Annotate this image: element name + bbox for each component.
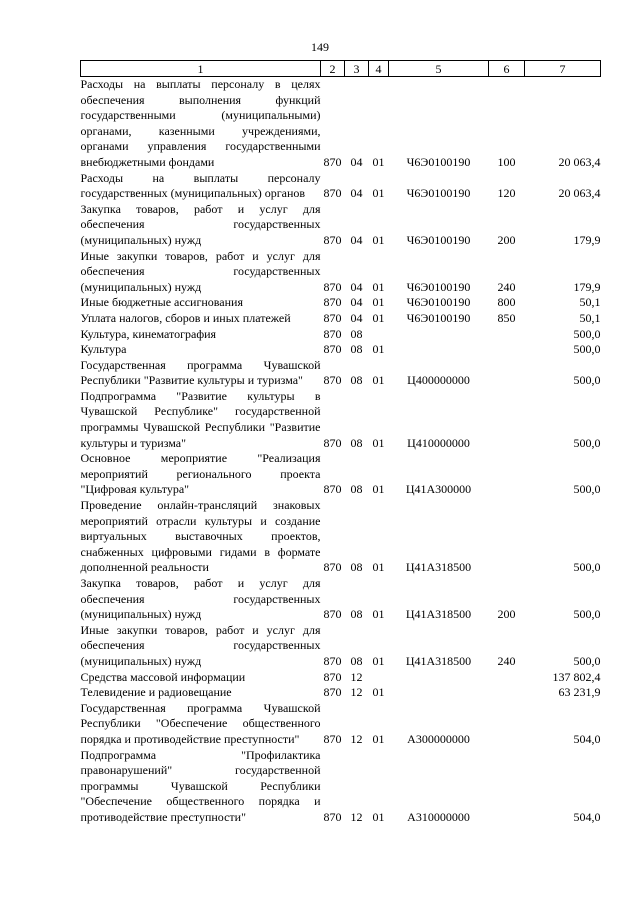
table-row [81, 451, 601, 498]
amount-value: 20 063,4 [558, 186, 601, 201]
expense-type-code [489, 358, 525, 389]
amount-value: 50,1 [579, 295, 601, 310]
target-article-code: Ч6Э0100190 [406, 186, 471, 201]
section-code: 08 [350, 342, 363, 357]
expense-type-code [489, 451, 525, 498]
section-code: 04 [350, 154, 363, 169]
row-name: Иные закупки товаров, работ и услуг для обеспечения государственных (муниципальных) нужд [80, 248, 321, 294]
page-number: 149 [311, 40, 329, 54]
ministry-code: 870 [323, 295, 342, 310]
ministry-code: 870 [323, 731, 342, 746]
row-name: Государственная программа Чувашской Республики "Обеспечение общественного порядка и противодействие преступности" [80, 700, 321, 746]
table-row [81, 685, 601, 701]
header-row [81, 61, 601, 77]
amount-value: 500,0 [573, 653, 601, 668]
row-name: Уплата налогов, сборов и иных платежей [80, 310, 291, 325]
subsection-code: 01 [372, 373, 385, 388]
section-code: 08 [350, 435, 363, 450]
subsection-code: 01 [372, 154, 385, 169]
expense-type-code: 120 [497, 186, 516, 201]
amount-value: 500,0 [573, 482, 601, 497]
section-code: 04 [350, 186, 363, 201]
section-code: 04 [350, 295, 363, 310]
expense-type-code [489, 701, 525, 748]
column-header: 6 [489, 61, 525, 77]
amount-value: 504,0 [573, 731, 601, 746]
section-code: 04 [350, 232, 363, 247]
section-code: 08 [350, 607, 363, 622]
subsection-code: 01 [372, 279, 385, 294]
expense-type-code: 240 [497, 653, 516, 668]
target-article-code: Ч6Э0100190 [406, 279, 471, 294]
table-row [81, 311, 601, 327]
expense-type-code [489, 685, 525, 701]
expense-type-code [489, 327, 525, 343]
column-header: 4 [369, 61, 389, 77]
subsection-code: 01 [372, 482, 385, 497]
row-name: Средства массовой информации [80, 669, 246, 684]
amount-value: 179,9 [573, 279, 601, 294]
table-row [81, 171, 601, 202]
ministry-code: 870 [323, 186, 342, 201]
column-header: 3 [345, 61, 369, 77]
target-article-code: Ц41A318500 [405, 560, 472, 575]
subsection-code: 01 [372, 295, 385, 310]
table-row [81, 748, 601, 826]
amount-value: 504,0 [573, 809, 601, 824]
subsection-code: 01 [372, 342, 385, 357]
ministry-code: 870 [323, 669, 342, 684]
section-code: 08 [350, 653, 363, 668]
ministry-code: 870 [323, 560, 342, 575]
amount-value: 500,0 [573, 342, 601, 357]
row-name: Закупка товаров, работ и услуг для обеспечения государственных (муниципальных) нужд [80, 201, 321, 247]
expense-type-code [489, 748, 525, 826]
table-body [81, 77, 601, 826]
ministry-code: 870 [323, 310, 342, 325]
ministry-code: 870 [323, 809, 342, 824]
section-code: 08 [350, 373, 363, 388]
target-article-code: A300000000 [407, 731, 470, 746]
table-row [81, 327, 601, 343]
table-row [81, 389, 601, 451]
target-article-code [389, 685, 489, 701]
target-article-code: Ц41A300000 [405, 482, 472, 497]
target-article-code: Ч6Э0100190 [406, 154, 471, 169]
expense-type-code [489, 498, 525, 576]
table-row [81, 701, 601, 748]
subsection-code: 01 [372, 731, 385, 746]
row-name: Иные закупки товаров, работ и услуг для обеспечения государственных (муниципальных) нужд [80, 622, 321, 668]
ministry-code: 870 [323, 232, 342, 247]
target-article-code: A310000000 [407, 809, 470, 824]
target-article-code: Ч6Э0100190 [406, 232, 471, 247]
ministry-code: 870 [323, 326, 342, 341]
expense-type-code: 200 [497, 232, 516, 247]
target-article-code: Ц41A318500 [405, 607, 472, 622]
ministry-code: 870 [323, 482, 342, 497]
section-code: 08 [350, 482, 363, 497]
target-article-code: Ц41A318500 [405, 653, 472, 668]
amount-value: 137 802,4 [552, 669, 601, 684]
amount-value: 500,0 [573, 326, 601, 341]
expense-type-code [489, 342, 525, 358]
target-article-code [389, 670, 489, 686]
section-code: 08 [350, 560, 363, 575]
ministry-code: 870 [323, 279, 342, 294]
table-row [81, 576, 601, 623]
row-name: Культура [80, 342, 127, 357]
ministry-code: 870 [323, 154, 342, 169]
section-code: 12 [350, 731, 363, 746]
subsection-code: 01 [372, 607, 385, 622]
row-name: Основное мероприятие "Реализация мероприятий регионального проекта "Цифровая культура" [80, 451, 321, 497]
expense-type-code: 100 [497, 154, 516, 169]
expense-type-code [489, 670, 525, 686]
table-row [81, 358, 601, 389]
amount-value: 500,0 [573, 560, 601, 575]
expense-type-code: 800 [497, 295, 516, 310]
row-name: Телевидение и радиовещание [80, 685, 232, 700]
subsection-code: 01 [372, 560, 385, 575]
target-article-code: Ц410000000 [407, 435, 470, 450]
expense-type-code: 850 [497, 310, 516, 325]
table-row [81, 295, 601, 311]
row-name: Расходы на выплаты персоналу в целях обеспечения выполнения функций государственными (муниципальными) органами, казенными учреждениями, органами управления государственными внебюджетными фондами [80, 77, 321, 169]
ministry-code: 870 [323, 435, 342, 450]
ministry-code: 870 [323, 342, 342, 357]
row-name: Подпрограмма "Развитие культуры в Чувашской Республике" государственной программы Чувашской Республики "Развитие культуры и туризма" [80, 388, 321, 450]
table-row [81, 623, 601, 670]
subsection-code: 01 [372, 435, 385, 450]
subsection-code: 01 [372, 232, 385, 247]
subsection-code: 01 [372, 809, 385, 824]
row-name: Проведение онлайн-трансляций знаковых мероприятий отрасли культуры и создание виртуальных выставочных проектов, снабженных цифровыми гидами в формате дополненной реальности [80, 498, 321, 575]
target-article-code [389, 342, 489, 358]
row-name: Подпрограмма "Профилактика правонарушений" государственной программы Чувашской Республики "Обеспечение общественного порядка и противодействие преступности" [80, 747, 321, 824]
expense-type-code [489, 389, 525, 451]
column-header: 7 [525, 61, 601, 77]
subsection-code: 01 [372, 653, 385, 668]
table-row [81, 77, 601, 171]
expense-type-code: 240 [497, 279, 516, 294]
table-header [81, 61, 601, 77]
column-header: 2 [321, 61, 345, 77]
subsection-code: 01 [372, 310, 385, 325]
section-code: 04 [350, 279, 363, 294]
subsection-code [369, 670, 389, 686]
section-code: 08 [350, 326, 363, 341]
table-row [81, 202, 601, 249]
section-code: 04 [350, 310, 363, 325]
ministry-code: 870 [323, 607, 342, 622]
target-article-code [389, 327, 489, 343]
subsection-code [369, 327, 389, 343]
table-row [81, 498, 601, 576]
target-article-code: Ч6Э0100190 [406, 310, 471, 325]
table-row [81, 342, 601, 358]
amount-value: 179,9 [573, 232, 601, 247]
amount-value: 500,0 [573, 435, 601, 450]
column-header: 1 [81, 61, 321, 77]
subsection-code: 01 [372, 685, 385, 700]
row-name: Культура, кинематография [80, 326, 217, 341]
budget-table [80, 60, 601, 826]
target-article-code: Ц400000000 [407, 373, 470, 388]
amount-value: 500,0 [573, 373, 601, 388]
section-code: 12 [350, 809, 363, 824]
expense-type-code: 200 [497, 607, 516, 622]
row-name: Иные бюджетные ассигнования [80, 295, 243, 310]
amount-value: 20 063,4 [558, 154, 601, 169]
ministry-code: 870 [323, 653, 342, 668]
section-code: 12 [350, 685, 363, 700]
amount-value: 50,1 [579, 310, 601, 325]
section-code: 12 [350, 669, 363, 684]
amount-value: 500,0 [573, 607, 601, 622]
target-article-code: Ч6Э0100190 [406, 295, 471, 310]
ministry-code: 870 [323, 373, 342, 388]
row-name: Закупка товаров, работ и услуг для обеспечения государственных (муниципальных) нужд [80, 576, 321, 622]
row-name: Государственная программа Чувашской Республики "Развитие культуры и туризма" [80, 357, 321, 388]
table-row [81, 249, 601, 296]
subsection-code: 01 [372, 186, 385, 201]
table-row [81, 670, 601, 686]
column-header: 5 [389, 61, 489, 77]
amount-value: 63 231,9 [558, 685, 601, 700]
row-name: Расходы на выплаты персоналу государственных (муниципальных) органов [80, 170, 321, 201]
ministry-code: 870 [323, 685, 342, 700]
